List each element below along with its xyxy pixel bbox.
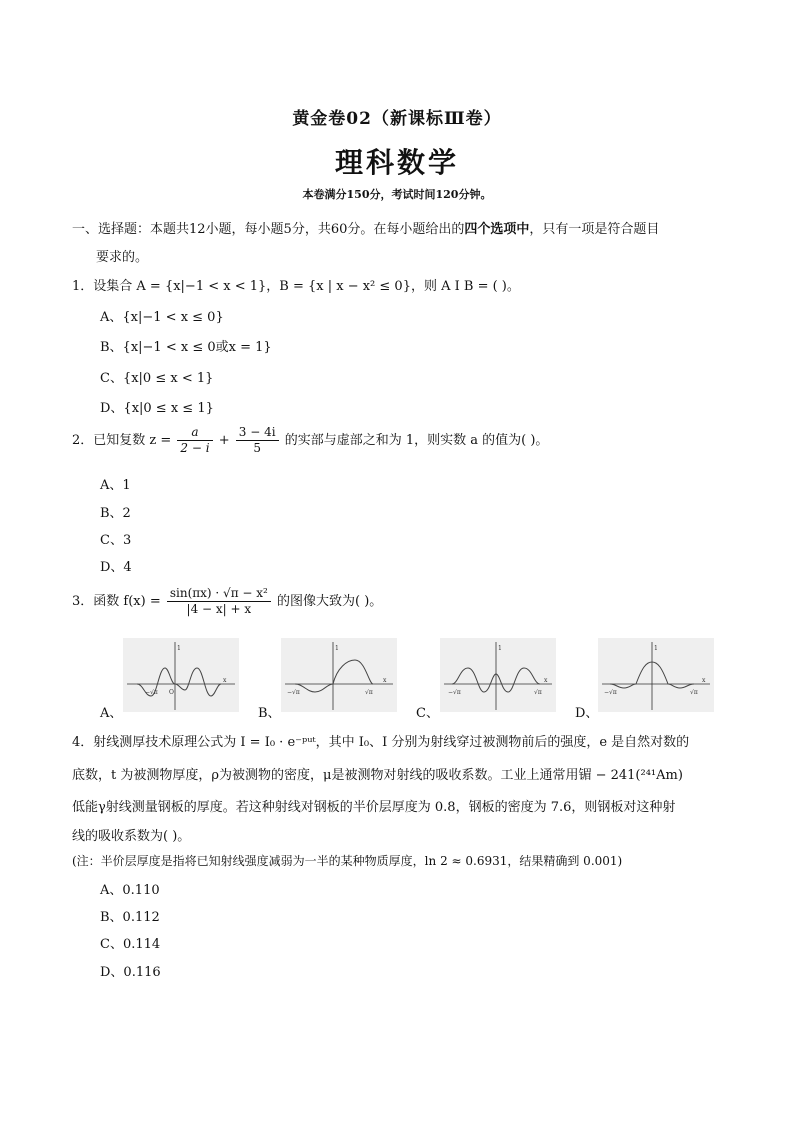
- q3-frac-num: sin(πx) · √π − x²: [167, 586, 271, 602]
- tick-y-one: 1: [654, 645, 658, 652]
- section-instructions-line2: 要求的。: [96, 250, 149, 265]
- curve: [295, 660, 373, 692]
- x-label: x: [383, 677, 387, 684]
- q3-graph-b[interactable]: [281, 638, 397, 712]
- q3-option-a-label[interactable]: A、: [100, 706, 123, 721]
- q1-option-c[interactable]: C、{x|0 ≤ x < 1}: [100, 371, 214, 386]
- tick-neg-sqrt-pi: −√π: [604, 689, 617, 696]
- q3-stem-b: 的图像大致为( )。: [276, 594, 383, 609]
- origin-label: O: [169, 689, 174, 696]
- q1-option-b[interactable]: B、{x|−1 < x ≤ 0或x = 1}: [100, 340, 272, 355]
- q4-option-a[interactable]: A、0.110: [100, 883, 160, 898]
- q4-line4: 线的吸收系数为( )。: [72, 829, 191, 844]
- q2-frac1-den: 2 − i: [180, 441, 210, 455]
- q2-stem-a: 2．已知复数 z =: [72, 433, 172, 448]
- q3-option-b-label[interactable]: B、: [258, 706, 281, 721]
- section-instructions-c: ，只有一项是符合题目: [529, 222, 660, 237]
- tick-y-one: 1: [177, 645, 181, 652]
- q1-option-d[interactable]: D、{x|0 ≤ x ≤ 1}: [100, 401, 214, 416]
- x-label: x: [223, 677, 227, 684]
- q2-option-c[interactable]: C、3: [100, 533, 132, 548]
- q3-option-c-label[interactable]: C、: [416, 706, 439, 721]
- section-instructions-line1: [72, 218, 659, 237]
- tick-neg-sqrt-pi: −√π: [448, 689, 461, 696]
- x-label: x: [544, 677, 548, 684]
- section-instructions-b: 四个选项中: [464, 222, 530, 237]
- q2-option-b[interactable]: B、2: [100, 506, 131, 521]
- q4-line3: 低能γ射线测量钢板的厚度。若这种射线对钢板的半价层厚度为 0.8，钢板的密度为 7.6，则钢板对这种射: [72, 800, 676, 815]
- q2-option-a[interactable]: A、1: [100, 478, 131, 493]
- q2-frac2-num: 3 − 4i: [236, 425, 279, 441]
- tick-y-one: 1: [498, 645, 502, 652]
- tick-sqrt-pi: √π: [534, 689, 542, 696]
- paper-series-title: 黄金卷02（新课标Ⅲ卷）: [292, 109, 502, 129]
- q4-line1: 4．射线测厚技术原理公式为 I = I₀ · e⁻ᵖᵘᵗ，其中 I₀、I 分别为射线穿过被测物前后的强度，e 是自然对数的: [72, 735, 690, 750]
- tick-sqrt-pi: √π: [690, 689, 698, 696]
- q3-frac-den: |4 − x| + x: [186, 602, 252, 616]
- tick-y-one: 1: [335, 645, 339, 652]
- q2-fraction-1: [177, 425, 212, 456]
- q4-option-c[interactable]: C、0.114: [100, 937, 161, 952]
- q4-note: (注：半价层厚度是指将已知射线强度减弱为一半的某种物质厚度，ln 2 ≈ 0.6931，结果精确到 0.001): [72, 854, 623, 868]
- q3-graph-d[interactable]: [598, 638, 714, 712]
- section-instructions-a: 一、选择题：本题共12小题，每小题5分，共60分。在每小题给出的: [72, 222, 465, 237]
- paper-subject-title: 理科数学: [334, 146, 459, 179]
- q4-line2: 底数，t 为被测物厚度，ρ为被测物的密度，μ是被测物对射线的吸收系数。工业上通常用镅 − 241(²⁴¹Am): [72, 768, 683, 783]
- q3-stem-a: 3．函数 f(x) =: [72, 594, 161, 609]
- q4-option-b[interactable]: B、0.112: [100, 910, 160, 925]
- q3-fraction: [167, 586, 271, 617]
- q2-option-d[interactable]: D、4: [100, 560, 132, 575]
- q1-option-a[interactable]: A、{x|−1 < x ≤ 0}: [100, 310, 224, 325]
- q3-stem: [72, 586, 382, 617]
- q2-plus: +: [218, 433, 230, 448]
- tick-neg-sqrt-pi: −√π: [145, 689, 158, 696]
- q2-stem: [72, 425, 548, 456]
- x-label: x: [702, 677, 706, 684]
- tick-sqrt-pi: √π: [365, 689, 373, 696]
- q3-graph-a[interactable]: [123, 638, 239, 712]
- q2-fraction-2: [236, 425, 279, 456]
- q2-frac1-num: a: [177, 425, 212, 441]
- paper-info-line: 本卷满分150分，考试时间120分钟。: [302, 188, 492, 201]
- q3-graph-c[interactable]: [440, 638, 556, 712]
- q4-option-d[interactable]: D、0.116: [100, 965, 161, 980]
- q2-stem-b: 的实部与虚部之和为 1，则实数 a 的值为( )。: [284, 433, 549, 448]
- q1-stem: 1．设集合 A = {x|−1 < x < 1}，B = {x | x − x² ≤ 0}，则 A I B = ( )。: [72, 279, 520, 294]
- tick-neg-sqrt-pi: −√π: [287, 689, 300, 696]
- q3-option-d-label[interactable]: D、: [575, 706, 599, 721]
- q2-frac2-den: 5: [253, 441, 261, 455]
